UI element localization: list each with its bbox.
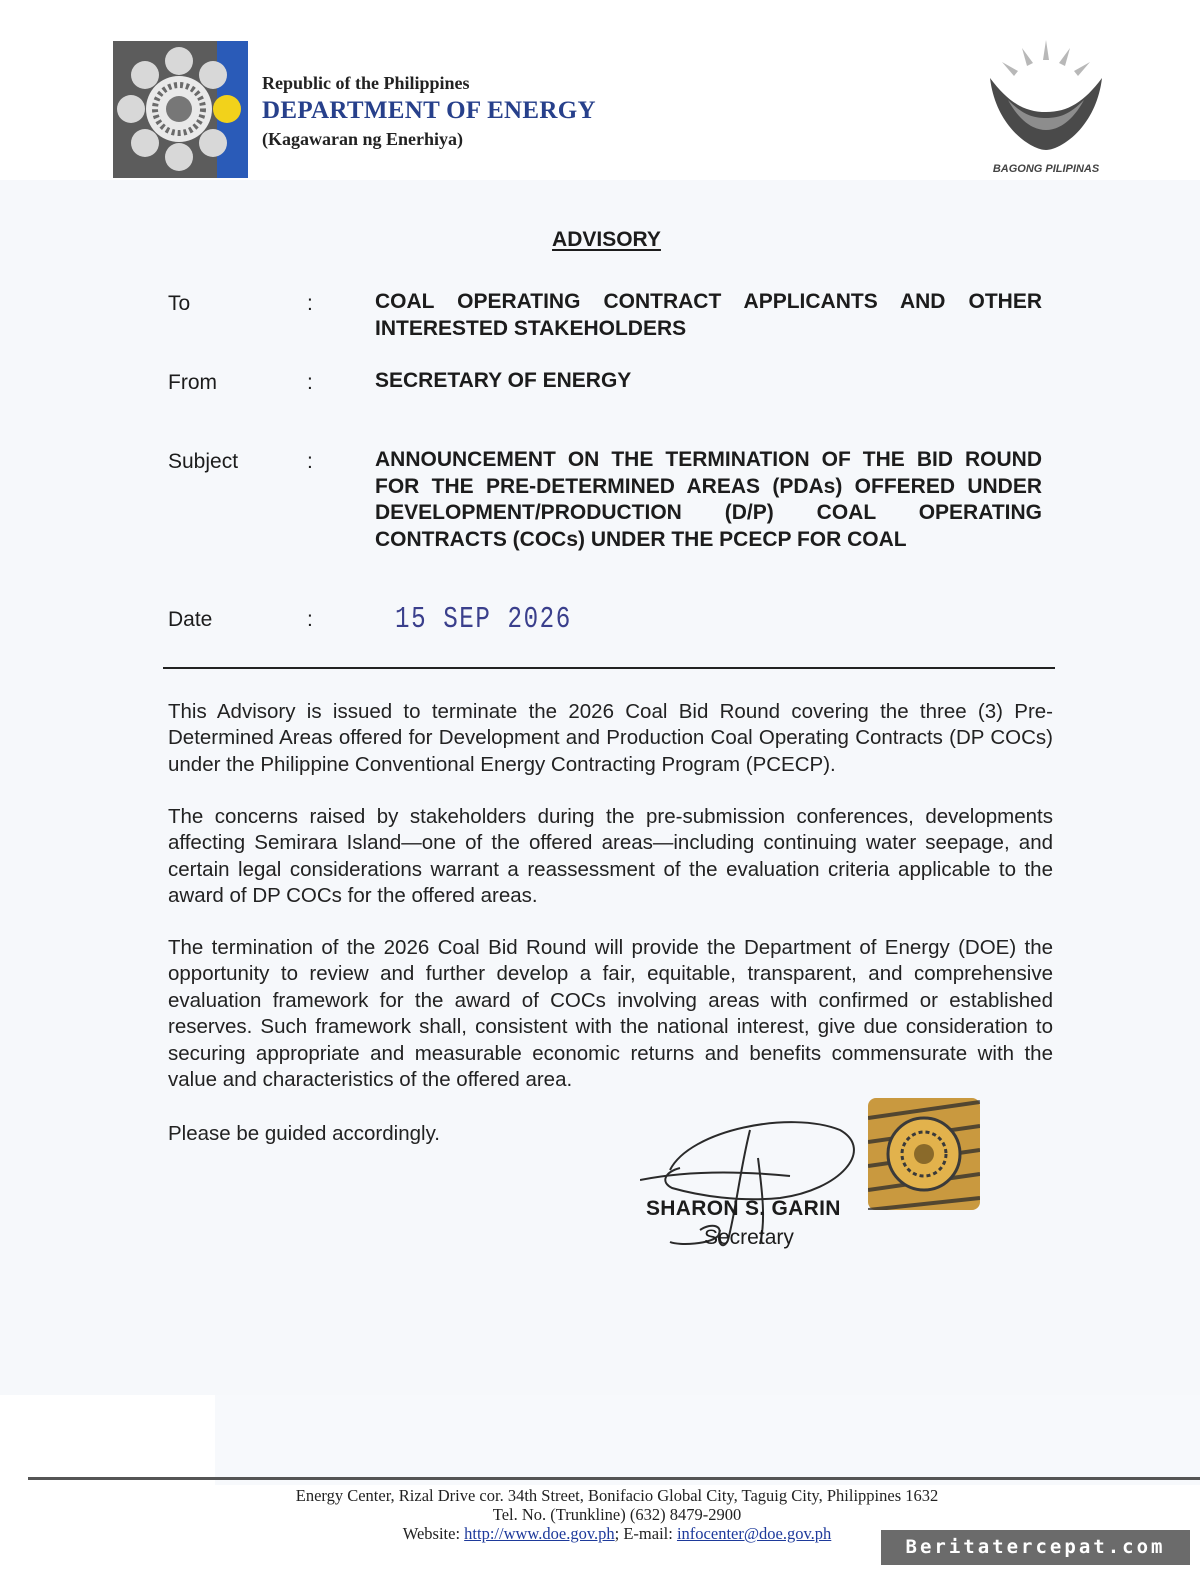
page-background-band-lower: [215, 1395, 1200, 1485]
signatory-name: SHARON S. GARIN: [646, 1197, 841, 1220]
from-colon: :: [307, 371, 313, 394]
watermark-badge: Beritatercepat.com: [881, 1530, 1190, 1565]
to-colon: :: [307, 292, 313, 315]
from-value: SECRETARY OF ENERGY: [375, 369, 632, 392]
subject-value: ANNOUNCEMENT ON THE TERMINATION OF THE BID ROUND FOR THE PRE-DETERMINED AREAS (PDAs) OFFERED UNDER DEVELOPMENT/PRODUCTION (D/P) COAL OPERATING CONTRACTS (COCs) UNDER THE PCECP FOR COAL: [375, 448, 1042, 551]
website-link[interactable]: http://www.doe.gov.ph: [464, 1524, 615, 1543]
website-label: Website:: [402, 1524, 465, 1543]
kagawaran-text: (Kagawaran ng Enerhiya): [262, 129, 464, 149]
doe-dry-seal-icon: [868, 1098, 980, 1210]
to-label: To: [168, 292, 191, 315]
email-link[interactable]: infocenter@doe.gov.ph: [676, 1524, 832, 1543]
subject-colon: :: [307, 450, 313, 473]
advisory-title: ADVISORY: [552, 228, 661, 251]
signatory-title: Secretary: [704, 1226, 794, 1249]
paragraph-3: The termination of the 2026 Coal Bid Round will provide the Department of Energy (DOE) the opportunity to review and further develop a fair, equitable, transparent, and comprehensive evaluation framework for the award of COCs involving areas with confirmed or established reserves. Such framework shall, consistent with the national interest, give due consideration to securing appropriate and measurable economic returns and benefits commensurate with the value and characteristics of the offered area.: [168, 936, 1053, 1092]
email-label: ; E-mail:: [614, 1524, 677, 1543]
paragraph-2: The concerns raised by stakeholders during the pre-submission conferences, developments affecting Semirara Island—one of the offered areas—including continuing water seepage, and certain legal considerations warrant a reassessment of the evaluation criteria applicable to the award of DP COCs for the offered areas.: [168, 805, 1053, 908]
from-label: From: [168, 371, 217, 394]
date-label: Date: [168, 608, 213, 631]
department-name: DEPARTMENT OF ENERGY: [262, 97, 596, 124]
doe-logo-icon: [113, 41, 248, 178]
to-value: COAL OPERATING CONTRACT APPLICANTS AND OTHER INTERESTED STAKEHOLDERS: [375, 290, 1042, 340]
header-divider: [163, 667, 1055, 669]
page-background-band: [0, 180, 1200, 1395]
date-stamp: 15 SEP 2026: [395, 602, 572, 637]
subject-label: Subject: [168, 450, 239, 473]
footer-address: Energy Center, Rizal Drive cor. 34th Street, Bonifacio Global City, Taguig City, Philippines 1632: [295, 1486, 939, 1505]
footer-telephone: Tel. No. (Trunkline) (632) 8479-2900: [492, 1505, 742, 1524]
closing-line: Please be guided accordingly.: [168, 1122, 440, 1145]
paragraph-1: This Advisory is issued to terminate the 2026 Coal Bid Round covering the three (3) Pre-Determined Areas offered for Development and Production Coal Operating Contracts (DP COCs) under the Philippine Conventional Energy Contracting Program (PCECP).: [168, 700, 1053, 776]
date-colon: :: [307, 608, 313, 631]
bagong-pilipinas-logo-icon: [972, 38, 1120, 178]
footer-divider: [28, 1477, 1200, 1480]
republic-text: Republic of the Philippines: [262, 73, 470, 93]
bagong-pilipinas-text: BAGONG PILIPINAS: [992, 163, 1100, 175]
